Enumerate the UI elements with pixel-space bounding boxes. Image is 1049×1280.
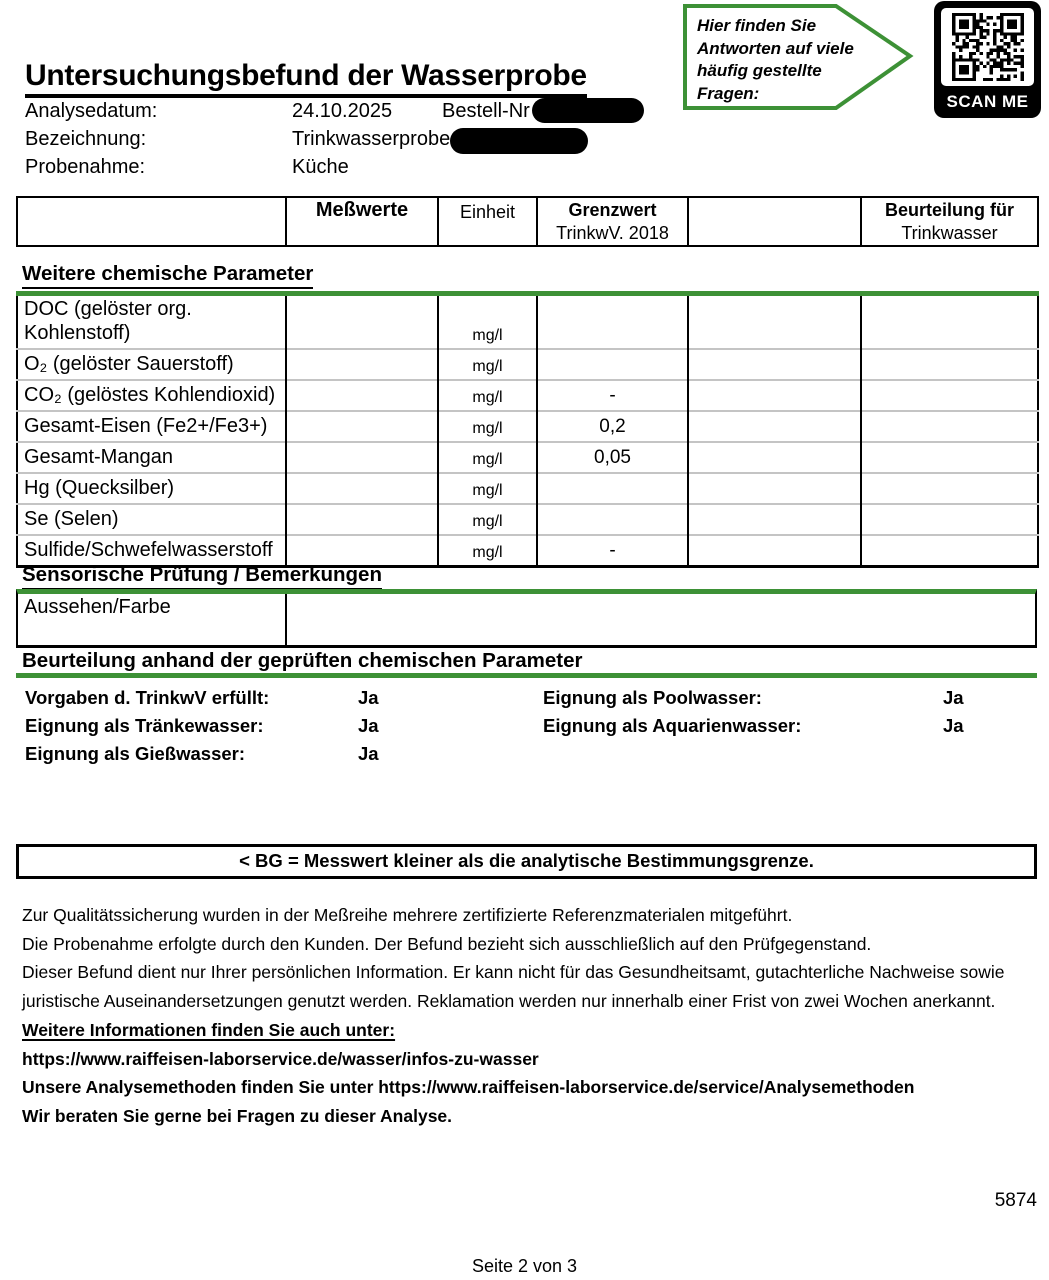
column-header-messwerte: Meßwerte <box>315 199 409 221</box>
beurteilung-cell <box>861 535 1038 567</box>
meta-value-date: 24.10.2025 <box>292 100 393 122</box>
header-cell-einheit <box>438 197 537 246</box>
beurteilung-cell <box>861 411 1038 442</box>
assessment-value: Ja <box>358 743 379 765</box>
meta-block <box>25 100 644 185</box>
extra-cell <box>688 535 861 567</box>
assessment-label: Eignung als Gießwasser: <box>25 743 246 765</box>
note-line-contact: Wir beraten Sie gerne bei Fragen zu dieser Analyse. <box>22 1105 453 1126</box>
messwert-cell <box>286 504 438 535</box>
meta-value-probenahme: Küche <box>292 156 349 179</box>
beurteilung-cell <box>861 504 1038 535</box>
assessment-value: Ja <box>358 687 379 708</box>
param-cell: DOC (gelöster org. Kohlenstoff) <box>24 298 192 344</box>
assessment-value <box>943 740 1035 768</box>
table-row <box>17 411 1038 442</box>
meta-row-bezeichnung <box>25 128 644 156</box>
messwert-cell <box>286 473 438 504</box>
messwert-cell <box>286 442 438 473</box>
table-row <box>17 535 1038 567</box>
footnotes <box>22 901 1028 1131</box>
note-line-more-info: Weitere Informationen finden Sie auch unter: <box>22 1019 396 1040</box>
note-line-url: https://www.raiffeisen-laborservice.de/wasser/infos-zu-wasser <box>22 1048 539 1069</box>
meta-label: Probenahme: <box>25 156 146 179</box>
faq-line: Antworten auf viele <box>697 38 854 58</box>
sensory-label-cell: Aussehen/Farbe <box>18 594 287 645</box>
extra-cell <box>688 504 861 535</box>
assessment-label: Eignung als Aquarienwasser: <box>543 715 802 737</box>
meta-label: Analysedatum: <box>25 100 158 122</box>
note-line-methods-url: Unsere Analysemethoden finden Sie unter https://www.raiffeisen-laborservice.de/service/Analysemethoden <box>22 1077 915 1098</box>
section-heading-sensory-text: Sensorische Prüfung / Bemerkungen <box>22 563 382 590</box>
assessment-value: Ja <box>943 715 964 737</box>
messwert-cell <box>286 294 438 350</box>
redaction-bar <box>532 98 644 123</box>
assessment-label: Eignung als Poolwasser: <box>543 687 762 708</box>
extra-cell <box>688 380 861 411</box>
section-heading-assessment <box>22 649 582 676</box>
beurteilung-cell <box>861 294 1038 350</box>
note-line: Die Probenahme erfolgte durch den Kunden. Der Befund bezieht sich ausschließlich auf den Prüfgegenstand. <box>22 933 872 954</box>
qr-scan-me-label: SCAN ME <box>946 92 1029 111</box>
extra-cell <box>688 411 861 442</box>
beurteilung-cell <box>861 380 1038 411</box>
param-cell: CO₂ (gelöstes Kohlendioxid) <box>17 380 286 411</box>
grenzwert-cell: - <box>537 535 688 567</box>
einheit-cell: mg/l <box>438 380 537 411</box>
param-cell: Gesamt-Mangan <box>17 442 286 473</box>
extra-cell <box>688 294 861 350</box>
header-cell-grenzwert <box>537 197 688 246</box>
messwert-cell <box>286 535 438 567</box>
page-number-label: Seite 2 von 3 <box>471 1256 578 1276</box>
grenzwert-cell: 0,2 <box>537 411 688 442</box>
table-row <box>17 442 1038 473</box>
column-header-beurteilung-sub: Trinkwasser <box>901 223 998 243</box>
grenzwert-cell <box>537 504 688 535</box>
meta-row-analysedatum <box>25 100 644 128</box>
faq-callout <box>683 4 915 110</box>
header-cell-messwerte <box>286 197 438 246</box>
table-row <box>17 294 1038 350</box>
section-divider-green <box>16 673 1037 678</box>
header-cell-beurteilung <box>861 197 1038 246</box>
assessment-grid <box>25 684 1035 769</box>
assessment-value: Ja <box>943 687 964 708</box>
einheit-cell: mg/l <box>438 294 537 350</box>
header-cell-blank2 <box>688 197 861 246</box>
meta-label-bestellnr: Bestell-Nr <box>442 100 530 122</box>
param-cell: O₂ (gelöster Sauerstoff) <box>17 349 286 380</box>
note-line: Zur Qualitätssicherung wurden in der Meßreihe mehrere zertifizierte Referenzmaterialen mitgeführt. <box>22 905 793 925</box>
extra-cell <box>688 442 861 473</box>
faq-line: Hier finden Sie <box>697 16 817 35</box>
note-line: Dieser Befund dient nur Ihrer persönlichen Information. Er kann nicht für das Gesundheitsamt, gutachterliche Nachweise sowie juristische Auseinandersetzungen genutzt werden. Reklamation werden nur innerhalb einer Frist von zwei Wochen anerkannt. <box>22 962 1005 1012</box>
faq-line: Fragen: <box>697 83 760 103</box>
einheit-cell: mg/l <box>438 504 537 535</box>
table-row <box>17 504 1038 535</box>
grenzwert-cell: - <box>537 380 688 411</box>
beurteilung-cell <box>861 349 1038 380</box>
column-header-grenzwert: Grenzwert <box>568 200 657 220</box>
messwert-cell <box>286 349 438 380</box>
grenzwert-cell <box>537 349 688 380</box>
section-heading-chem <box>22 262 313 289</box>
document-number: 5874 <box>994 1190 1037 1211</box>
grenzwert-cell: 0,05 <box>537 442 688 473</box>
assessment-label: Eignung als Tränkewasser: <box>25 715 264 737</box>
grenzwert-cell <box>537 294 688 350</box>
column-header-grenzwert-sub: TrinkwV. 2018 <box>556 223 669 243</box>
einheit-cell: mg/l <box>438 535 537 567</box>
assessment-label <box>543 740 943 768</box>
title-block <box>25 60 587 98</box>
param-cell: Hg (Quecksilber) <box>17 473 286 504</box>
table-row <box>17 380 1038 411</box>
einheit-cell: mg/l <box>438 442 537 473</box>
section-heading-assessment-text: Beurteilung anhand der geprüften chemischen Parameter <box>22 649 582 676</box>
beurteilung-cell <box>861 442 1038 473</box>
einheit-cell: mg/l <box>438 349 537 380</box>
param-cell: Gesamt-Eisen (Fe2+/Fe3+) <box>17 411 286 442</box>
column-header-beurteilung: Beurteilung für <box>885 200 1014 220</box>
param-cell: Se (Selen) <box>17 504 286 535</box>
section-heading-sensory <box>22 563 382 590</box>
faq-line: häufig gestellte <box>697 61 822 80</box>
results-header-table <box>16 196 1039 247</box>
results-table <box>16 291 1039 568</box>
param-cell: Sulfide/Schwefelwasserstoff <box>17 535 286 567</box>
redaction-bar <box>450 128 588 154</box>
messwert-cell <box>286 411 438 442</box>
sensory-value-cell <box>287 594 1035 645</box>
beurteilung-cell <box>861 473 1038 504</box>
extra-cell <box>688 473 861 504</box>
einheit-cell: mg/l <box>438 411 537 442</box>
qr-code <box>934 1 1041 118</box>
header-cell-blank <box>17 197 286 246</box>
meta-label: Bezeichnung: <box>25 128 147 151</box>
meta-value-bezeichnung: Trinkwasserprobe <box>292 128 451 151</box>
page-title: Untersuchungsbefund der Wasserprobe <box>25 60 587 98</box>
section-heading-chem-text: Weitere chemische Parameter <box>22 262 313 289</box>
extra-cell <box>688 349 861 380</box>
qr-code-pattern <box>941 8 1034 86</box>
table-row <box>17 473 1038 504</box>
faq-text <box>697 15 854 105</box>
grenzwert-cell <box>537 473 688 504</box>
messwert-cell <box>286 380 438 411</box>
table-row <box>17 349 1038 380</box>
bg-note-box: < BG = Messwert kleiner als die analytische Bestimmungsgrenze. <box>16 844 1037 879</box>
assessment-label: Vorgaben d. TrinkwV erfüllt: <box>25 687 270 708</box>
sensory-table <box>16 589 1037 648</box>
meta-row-probenahme <box>25 156 644 184</box>
column-header-einheit: Einheit <box>459 202 516 222</box>
einheit-cell: mg/l <box>438 473 537 504</box>
assessment-value: Ja <box>358 715 379 737</box>
